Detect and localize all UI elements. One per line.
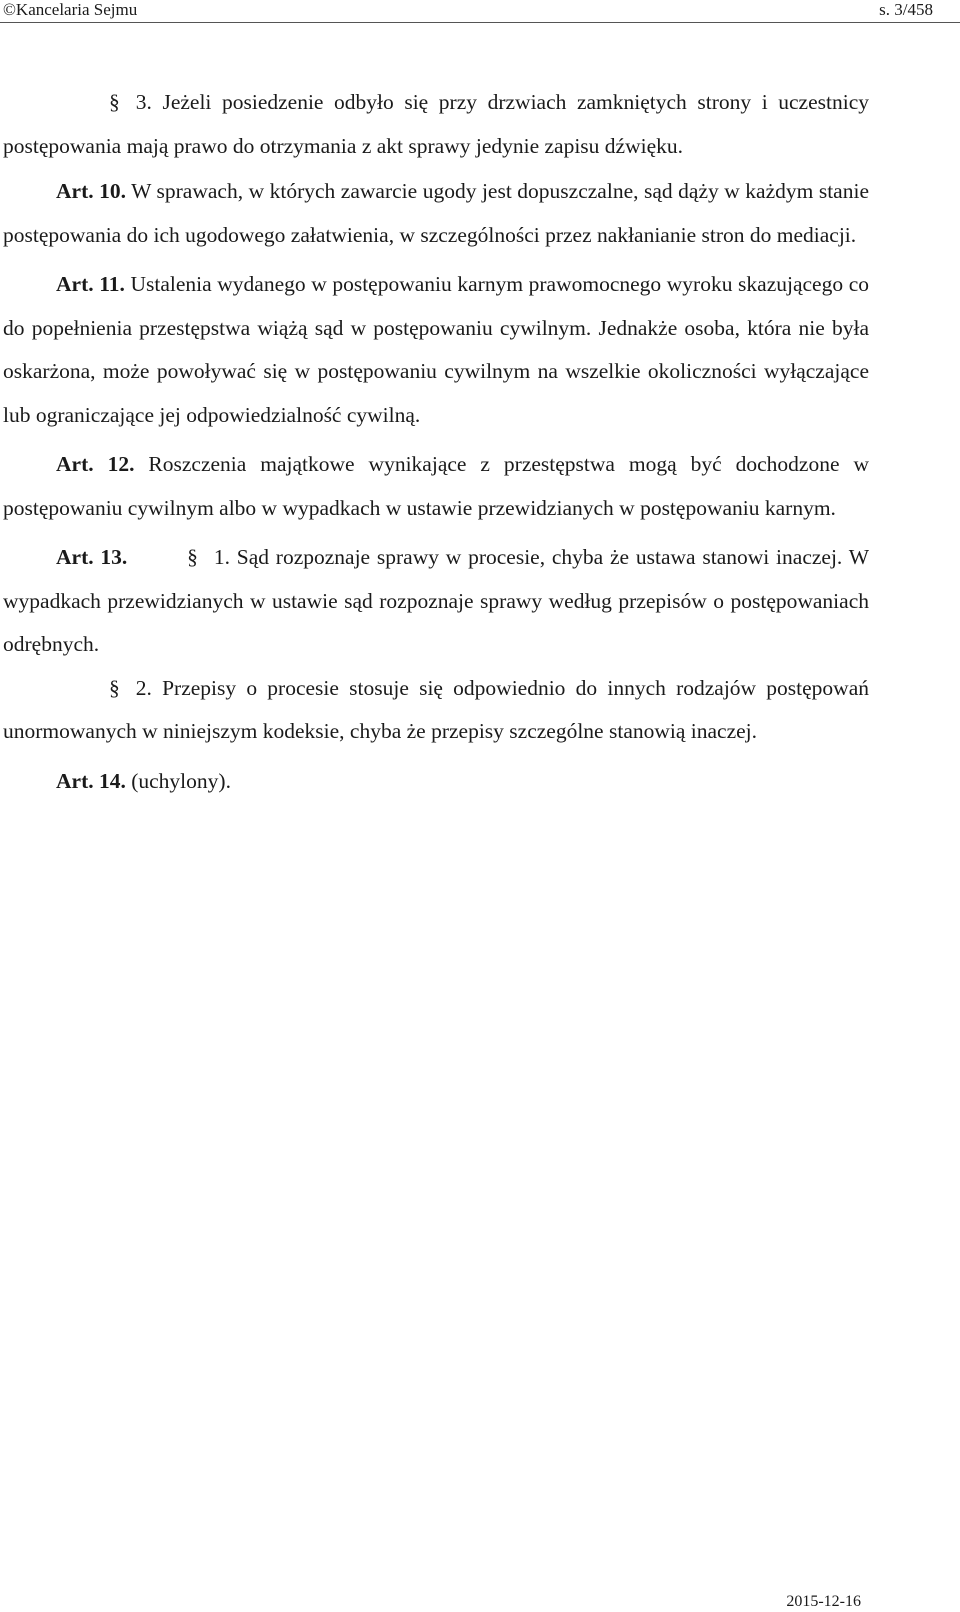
paragraph-text: 2. Przepisy o procesie stosuje się odpowiednio do innych rodzajów postępowań unormowanych w niniejszym kodeksie, chyba że przepisy szczególne stanowią inaczej. (3, 675, 869, 743)
section-sign: § (109, 675, 120, 700)
page-number: s. 3/458 (879, 0, 933, 19)
paragraph-section-3 (3, 81, 869, 168)
article-10 (3, 170, 869, 257)
article-label: Art. 14. (56, 768, 126, 793)
article-label: Art. 13. (56, 545, 128, 569)
paragraph-text: 3. Jeżeli posiedzenie odbyło się przy drzwiach zamkniętych strony i uczestnicy postępowania mają prawo do otrzymania z akt sprawy jedynie zapisu dźwięku. (3, 90, 869, 158)
article-13-section-2 (3, 667, 869, 754)
article-label: Art. 12. (56, 452, 135, 476)
article-text: Roszczenia majątkowe wynikające z przestępstwa mogą być dochodzone w postępowaniu cywilnym albo w wypadkach w ustawie przewidzianych w postępowaniu karnym. (3, 452, 870, 520)
page-header (0, 0, 960, 23)
section-sign: § (109, 90, 120, 114)
copyright-label: ©Kancelaria Sejmu (3, 0, 138, 19)
article-text: (uchylony). (131, 768, 231, 793)
article-text: W sprawach, w których zawarcie ugody jest dopuszczalne, sąd dąży w każdym stanie postępowania do ich ugodowego załatwienia, w szczególności przez nakłanianie stron do mediacji. (3, 179, 869, 247)
article-13 (3, 536, 869, 667)
document-body (3, 81, 869, 803)
article-14 (3, 760, 869, 804)
article-text: 1. Sąd rozpoznaje sprawy w procesie, chyba że ustawa stanowi inaczej. W wypadkach przewidzianych w ustawie sąd rozpoznaje sprawy według przepisów o postępowaniach odrębnych. (3, 545, 869, 656)
section-sign: § (187, 545, 198, 569)
article-12 (3, 443, 869, 530)
footer-date: 2015-12-16 (786, 1593, 861, 1610)
article-11 (3, 263, 869, 437)
article-label: Art. 10. (56, 179, 126, 203)
article-text: Ustalenia wydanego w postępowaniu karnym prawomocnego wyroku skazującego co do popełnienia przestępstwa wiążą sąd w postępowaniu cywilnym. Jednakże osoba, która nie była oskarżona, może powoływać się w postępowaniu cywilnym na wszelkie okoliczności wyłączające lub ograniczające jej odpowiedzialność cywilną. (3, 272, 869, 427)
article-label: Art. 11. (56, 272, 125, 296)
